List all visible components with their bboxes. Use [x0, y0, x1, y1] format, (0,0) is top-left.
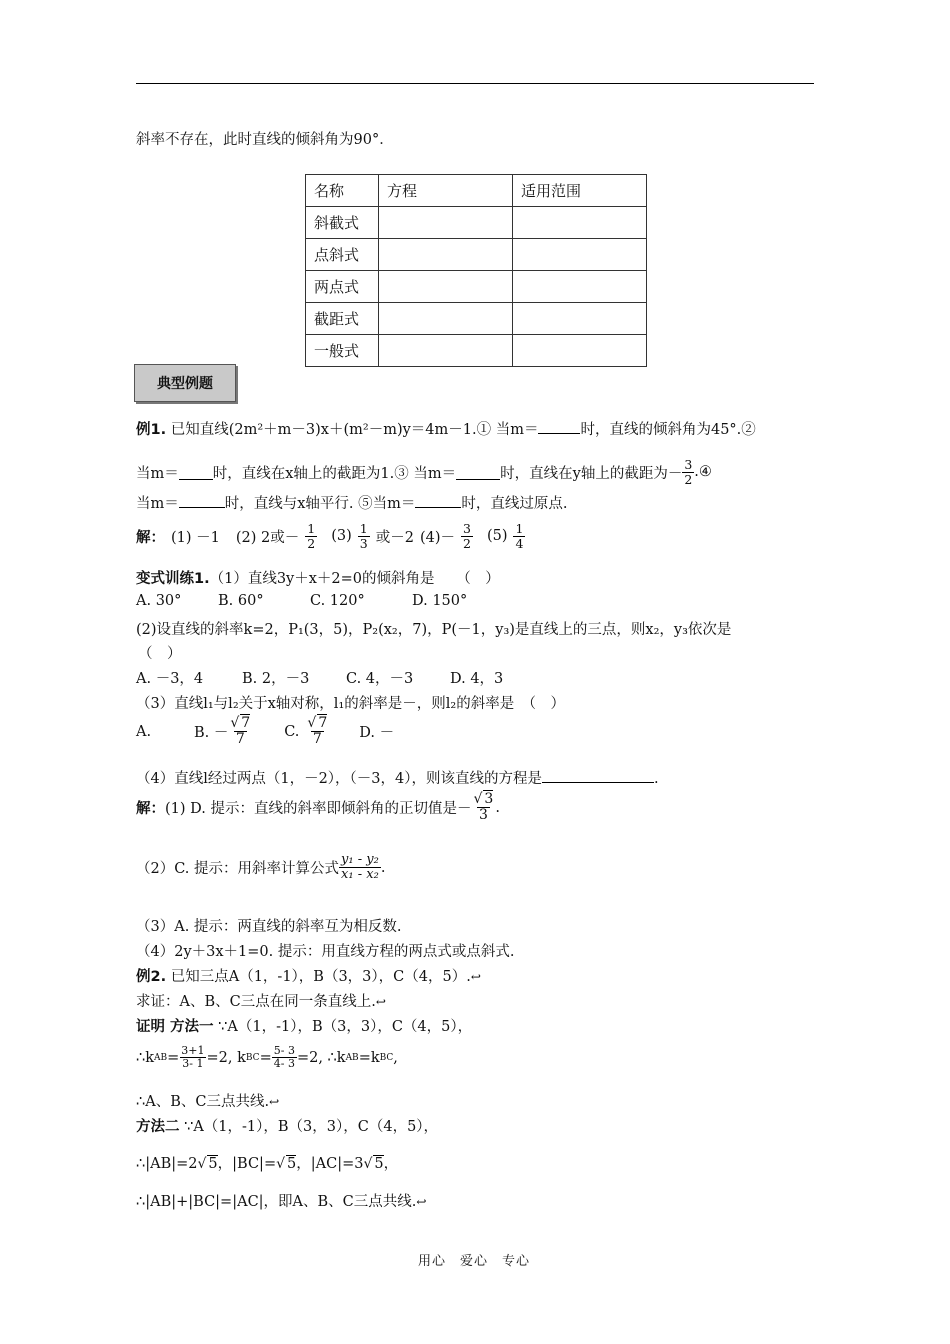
- var1-q1-options: [136, 593, 467, 609]
- intro-line: 斜率不存在，此时直线的倾斜角为90°．: [136, 132, 394, 148]
- ex1-text-f: .④: [694, 464, 712, 481]
- var1-label: 变式训练1.: [136, 571, 210, 587]
- row-cell: [513, 271, 647, 303]
- ex1-text-e: 时，直线在y轴上的截距为－: [500, 465, 683, 482]
- var1-q2: (2)设直线的斜率k=2，P₁(3，5)，P₂(x₂，7)，P(－1，y₃)是直线上的三点，则x₂，y₃依次是: [136, 622, 732, 638]
- row-label: 一般式: [306, 335, 379, 367]
- table-header-row: [306, 175, 647, 207]
- sol1-part1: (1) －1: [171, 529, 220, 546]
- frac-num: √ 3: [473, 791, 494, 807]
- subscript: BC: [379, 1052, 394, 1063]
- ex1-text-a: 已知直线(2m²＋m－3)x＋(m²－m)y＝4m－1.① 当m＝: [170, 422, 539, 438]
- method2-text: ，|AC|=3: [296, 1156, 364, 1172]
- ex1-text-i: 时，直线过原点.: [461, 496, 568, 512]
- frac-num: 1: [359, 521, 368, 536]
- row-cell: [513, 303, 647, 335]
- option-b: B. 2，－3: [242, 671, 310, 687]
- fraction-sqrt7-7: [305, 716, 329, 748]
- method2-text: ，|BC|=: [217, 1156, 277, 1172]
- var1-q3-options: [136, 716, 394, 748]
- ex1-line3: [136, 492, 568, 513]
- proof-line3: [136, 1090, 279, 1111]
- ex1-text-d: 时，直线在x轴上的截距为1.③ 当m＝: [212, 465, 457, 482]
- row-cell: [513, 335, 647, 367]
- row-label: 斜截式: [306, 207, 379, 239]
- fraction: [179, 1045, 206, 1070]
- frac-num: 5- 3: [273, 1044, 295, 1057]
- fraction-sqrt7-7: [228, 716, 252, 748]
- proof-eq: =: [259, 1049, 272, 1066]
- solvar-s1-end: .: [495, 799, 500, 816]
- option-a: A. －3，4: [136, 671, 204, 687]
- ex1-text-h: 时，直线与x轴平行. ⑤当m＝: [224, 496, 416, 512]
- sol1-label: 解：: [136, 529, 165, 546]
- option-c: C. 4，－3: [346, 671, 414, 687]
- option-c: C. 120°: [310, 593, 365, 609]
- var1-q4-end: .: [654, 771, 659, 787]
- option-b: B. 60°: [218, 593, 264, 609]
- sol1-part3: (3): [331, 528, 352, 545]
- frac-den: 2: [684, 471, 693, 487]
- method2-line1: [136, 1115, 438, 1136]
- var1-q2-options: [136, 667, 503, 688]
- ex1-text-c: 当m＝: [136, 465, 179, 482]
- proof-text: =k: [358, 1049, 380, 1066]
- frac-den: 7: [235, 731, 245, 748]
- table-row: [306, 303, 647, 335]
- fraction: [513, 522, 525, 551]
- method2-text3: ∴|AB|+|BC|=|AC|，即A、B、C三点共线.: [136, 1194, 417, 1210]
- ex1-text-g: 当m＝: [136, 496, 179, 512]
- row-cell: [379, 207, 513, 239]
- answer-blank: [179, 465, 213, 480]
- frac-num: 1: [515, 521, 524, 536]
- solvar-s1: (1) D. 提示：直线的斜率即倾斜角的正切值是－: [165, 801, 472, 818]
- proof-label: 证明 方法一: [136, 1019, 214, 1035]
- answer-blank: [538, 419, 580, 434]
- frac-den: 3: [359, 535, 368, 551]
- method2-line3: [136, 1190, 426, 1211]
- frac-num: 3: [462, 521, 471, 536]
- radicand: 7: [318, 715, 328, 731]
- option-a: A. 30°: [136, 593, 182, 609]
- proof-text: ,: [393, 1049, 398, 1066]
- table-row: [306, 271, 647, 303]
- ex2-line2: [136, 990, 386, 1011]
- paragraph-mark-icon: ↩: [269, 1095, 280, 1109]
- fraction: [461, 522, 473, 551]
- solvar-s2: （2）C. 提示：用斜率计算公式: [136, 861, 340, 878]
- page-footer: 用心 爱心 专心: [418, 1254, 531, 1269]
- row-cell: [513, 239, 647, 271]
- table-row: [306, 239, 647, 271]
- paragraph-mark-icon: ↩: [470, 970, 481, 984]
- subscript: BC: [245, 1052, 260, 1063]
- answer-blank: [415, 493, 461, 508]
- row-cell: [379, 303, 513, 335]
- proof-k: ∴k: [136, 1049, 155, 1066]
- subscript: AB: [154, 1052, 168, 1063]
- row-label: 点斜式: [306, 239, 379, 271]
- option-d: D. －: [359, 725, 395, 742]
- frac-den: x₁ - x₂: [341, 867, 379, 883]
- solvar-line2: [136, 853, 385, 883]
- section-title-box: 典型例题: [134, 364, 236, 402]
- proof-text3: ∴A、B、C三点共线.: [136, 1094, 270, 1110]
- var1-q2-paren: （ ）: [138, 646, 182, 662]
- ex2-line1: [136, 965, 481, 986]
- solvar-line3: （3）A. 提示：两直线的斜率互为相反数.: [136, 919, 402, 935]
- header-scope: 适用范围: [513, 175, 647, 207]
- frac-den: 3- 1: [182, 1057, 204, 1071]
- frac-num: 3+1: [181, 1044, 205, 1057]
- option-d: D. 4，3: [450, 671, 504, 687]
- solvar-label: 解：: [136, 801, 165, 818]
- subscript: AB: [345, 1052, 359, 1063]
- option-a: A.: [136, 723, 152, 740]
- sol1-part4: (4)－: [419, 529, 455, 546]
- option-c: C.: [284, 723, 300, 740]
- proof-text: =2, ∴k: [296, 1049, 346, 1066]
- var1-q1: [136, 567, 500, 588]
- ex1-text-b: 时，直线的倾斜角为45°.②: [580, 422, 756, 438]
- frac-num: √ 7: [307, 715, 328, 731]
- radicand: 5: [287, 1156, 297, 1172]
- row-cell: [379, 335, 513, 367]
- option-b: B. －: [194, 725, 229, 742]
- row-label: 截距式: [306, 303, 379, 335]
- method2-text: ，: [383, 1156, 399, 1172]
- method2-label: 方法二: [136, 1119, 180, 1135]
- frac-den: 4- 3: [273, 1057, 295, 1071]
- frac-num: y₁ - y₂: [341, 852, 379, 867]
- fraction-sqrt3-3: [471, 792, 495, 824]
- var1-q3: （3）直线l₁与l₂关于x轴对称，l₁的斜率是－，则l₂的斜率是 （ ）: [136, 696, 565, 712]
- ex2-label: 例2.: [136, 969, 167, 985]
- method2-line2: [136, 1152, 398, 1173]
- sqrt-icon: √: [363, 1156, 373, 1172]
- frac-den: 2: [307, 535, 316, 551]
- table-row: [306, 335, 647, 367]
- proof-eq: =: [167, 1049, 180, 1066]
- ex1-label: 例1.: [136, 422, 167, 438]
- header-rule: [136, 83, 814, 84]
- paragraph-mark-icon: ↩: [416, 1195, 427, 1209]
- radicand: 5: [208, 1156, 218, 1172]
- table-row: [306, 207, 647, 239]
- sqrt-icon: √: [197, 1156, 207, 1172]
- frac-num: 1: [307, 521, 316, 536]
- sol1-part5: (5): [486, 528, 508, 545]
- proof-line2: [136, 1045, 398, 1070]
- header-name: 名称: [306, 175, 379, 207]
- sol1-line: [136, 522, 525, 551]
- frac-den: 2: [462, 535, 471, 551]
- frac-den: 3: [478, 807, 488, 824]
- radicand: 3: [484, 791, 494, 807]
- ex1-line2: [136, 458, 712, 487]
- answer-blank: [456, 465, 500, 480]
- radicand: 7: [241, 715, 251, 731]
- frac-num: 3: [684, 457, 693, 472]
- ex2-text: 已知三点A（1，-1），B（3，3），C（4，5）.: [170, 969, 471, 985]
- slope-formula: [339, 853, 381, 883]
- sol1-part2: (2) 2或－: [235, 529, 300, 546]
- fraction: [305, 522, 317, 551]
- answer-blank: [542, 768, 654, 783]
- method2-text: ∴|AB|=2: [136, 1156, 198, 1172]
- var1-q4: [136, 767, 659, 788]
- header-equation: 方程: [379, 175, 513, 207]
- radicand: 5: [374, 1156, 384, 1172]
- var1-q4-text: （4）直线l经过两点（1，－2），（－3，4），则该直线的方程是: [136, 771, 543, 787]
- option-d: D. 150°: [412, 593, 468, 609]
- row-cell: [513, 207, 647, 239]
- fraction: [358, 522, 370, 551]
- method2-text1: ∵A（1，-1），B（3，3），C（4，5），: [184, 1119, 439, 1135]
- formula-table: [305, 174, 647, 367]
- ex2-text2: 求证：A、B、C三点在同一条直线上.: [136, 994, 376, 1010]
- frac-den: 4: [515, 535, 524, 551]
- ex1-line1: [136, 418, 756, 439]
- paragraph-mark-icon: ↩: [375, 995, 386, 1009]
- proof-text1: ∵A（1，-1），B（3，3），C（4，5），: [218, 1019, 473, 1035]
- sqrt-icon: √: [276, 1156, 286, 1172]
- solvar-line1: [136, 792, 500, 824]
- row-cell: [379, 239, 513, 271]
- sol1-part3b: 或－2: [375, 529, 414, 546]
- var1-q1-text: （1）直线3y＋x＋2=0的倾斜角是 （ ）: [209, 571, 500, 587]
- row-label: 两点式: [306, 271, 379, 303]
- proof-text: =2, k: [206, 1049, 246, 1066]
- proof-line1: [136, 1015, 472, 1036]
- answer-blank: [179, 493, 225, 508]
- frac-num: √ 7: [230, 715, 251, 731]
- frac-den: 7: [312, 731, 322, 748]
- fraction-3-2: [682, 458, 694, 487]
- solvar-line4: （4）2y＋3x＋1=0. 提示：用直线方程的两点式或点斜式.: [136, 944, 515, 960]
- fraction: [272, 1045, 297, 1070]
- row-cell: [379, 271, 513, 303]
- solvar-s2-end: .: [380, 859, 386, 876]
